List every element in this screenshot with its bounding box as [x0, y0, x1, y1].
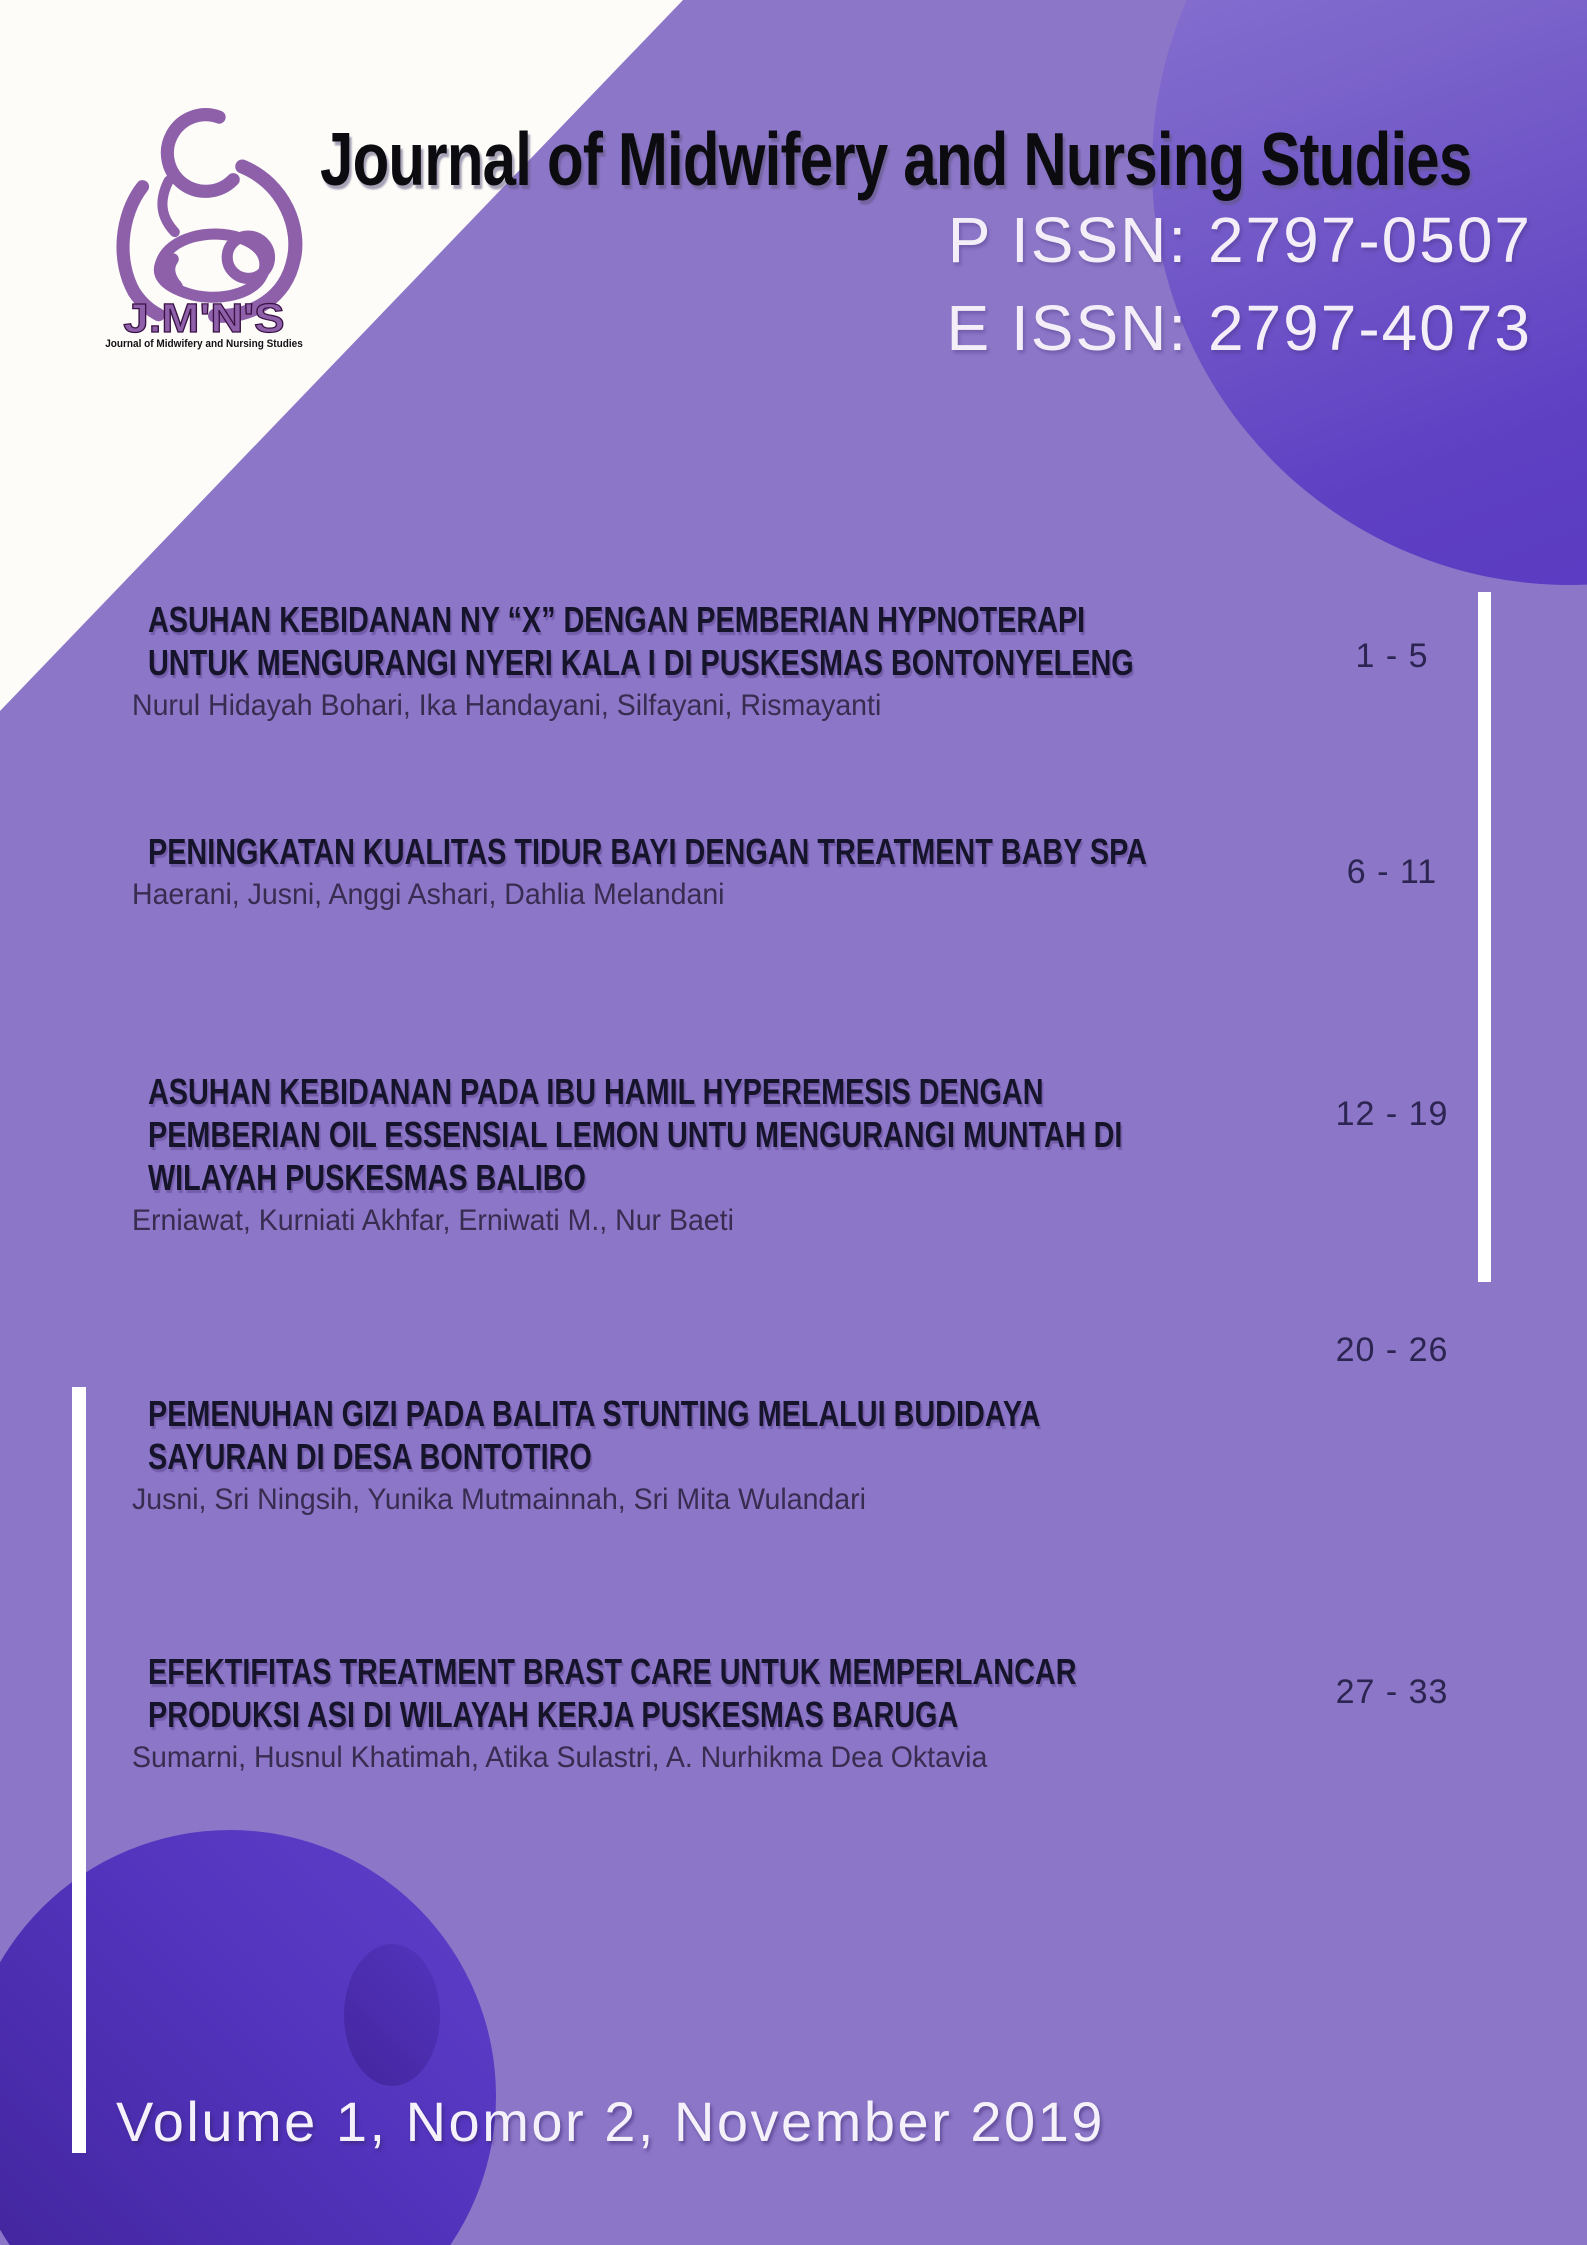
article-authors: Haerani, Jusni, Anggi Ashari, Dahlia Melandani: [132, 878, 725, 911]
article-title-line: SAYURAN DI DESA BONTOTIRO: [148, 1436, 592, 1477]
journal-title: Journal of Midwifery and Nursing Studies: [320, 117, 1472, 201]
divider-bar-left: [72, 1387, 86, 2153]
toc-entry-4: [132, 1392, 1392, 1521]
article-title-line: EFEKTIFITAS TREATMENT BRAST CARE UNTUK MEMPERLANCAR: [148, 1651, 1077, 1692]
logo-acronym: J.M'N'S: [123, 294, 285, 341]
article-title-line: PENINGKATAN KUALITAS TIDUR BAYI DENGAN TREATMENT BABY SPA: [148, 831, 1147, 872]
article-pages: 27 - 33: [1335, 1673, 1449, 1711]
decorative-ellipse-bottom: [344, 1944, 440, 2086]
article-authors: Nurul Hidayah Bohari, Ika Handayani, Silfayani, Rismayanti: [132, 689, 882, 722]
article-title-line: ASUHAN KEBIDANAN PADA IBU HAMIL HYPEREMESIS DENGAN: [148, 1071, 1044, 1112]
toc-entry-2: [132, 830, 1392, 916]
jmns-logo: [98, 100, 310, 352]
p-issn-label: P ISSN: 2797-0507: [947, 204, 1532, 276]
mother-and-baby-icon: [98, 100, 310, 352]
toc-entry-3: [132, 1070, 1392, 1242]
article-title-line: PRODUKSI ASI DI WILAYAH KERJA PUSKESMAS BARUGA: [148, 1694, 959, 1735]
toc-entry-5: [132, 1650, 1392, 1779]
article-authors: Jusni, Sri Ningsih, Yunika Mutmainnah, Sri Mita Wulandari: [132, 1483, 866, 1516]
article-pages: 20 - 26: [1335, 1331, 1449, 1369]
article-pages: 1 - 5: [1355, 637, 1429, 675]
e-issn-label: E ISSN: 2797-4073: [946, 292, 1532, 364]
edition-label: Volume 1, Nomor 2, November 2019: [116, 2090, 1105, 2153]
article-authors: Sumarni, Husnul Khatimah, Atika Sulastri, A. Nurhikma Dea Oktavia: [132, 1741, 988, 1774]
article-pages: 6 - 11: [1346, 853, 1438, 891]
article-title-line: WILAYAH PUSKESMAS BALIBO: [148, 1157, 586, 1198]
toc-entry-1: [132, 598, 1392, 727]
divider-bar-right: [1478, 592, 1491, 1282]
article-title-line: ASUHAN KEBIDANAN NY “X” DENGAN PEMBERIAN HYPNOTERAPI: [148, 599, 1086, 640]
article-pages: 12 - 19: [1335, 1095, 1449, 1133]
article-title-line: PEMBERIAN OIL ESSENSIAL LEMON UNTU MENGURANGI MUNTAH DI: [148, 1114, 1123, 1155]
article-authors: Erniawat, Kurniati Akhfar, Erniwati M., Nur Baeti: [132, 1204, 734, 1237]
logo-tagline: Journal of Midwifery and Nursing Studies: [105, 337, 303, 350]
article-title-line: PEMENUHAN GIZI PADA BALITA STUNTING MELALUI BUDIDAYA: [148, 1393, 1041, 1434]
article-title-line: UNTUK MENGURANGI NYERI KALA I DI PUSKESMAS BONTONYELENG: [148, 642, 1134, 683]
